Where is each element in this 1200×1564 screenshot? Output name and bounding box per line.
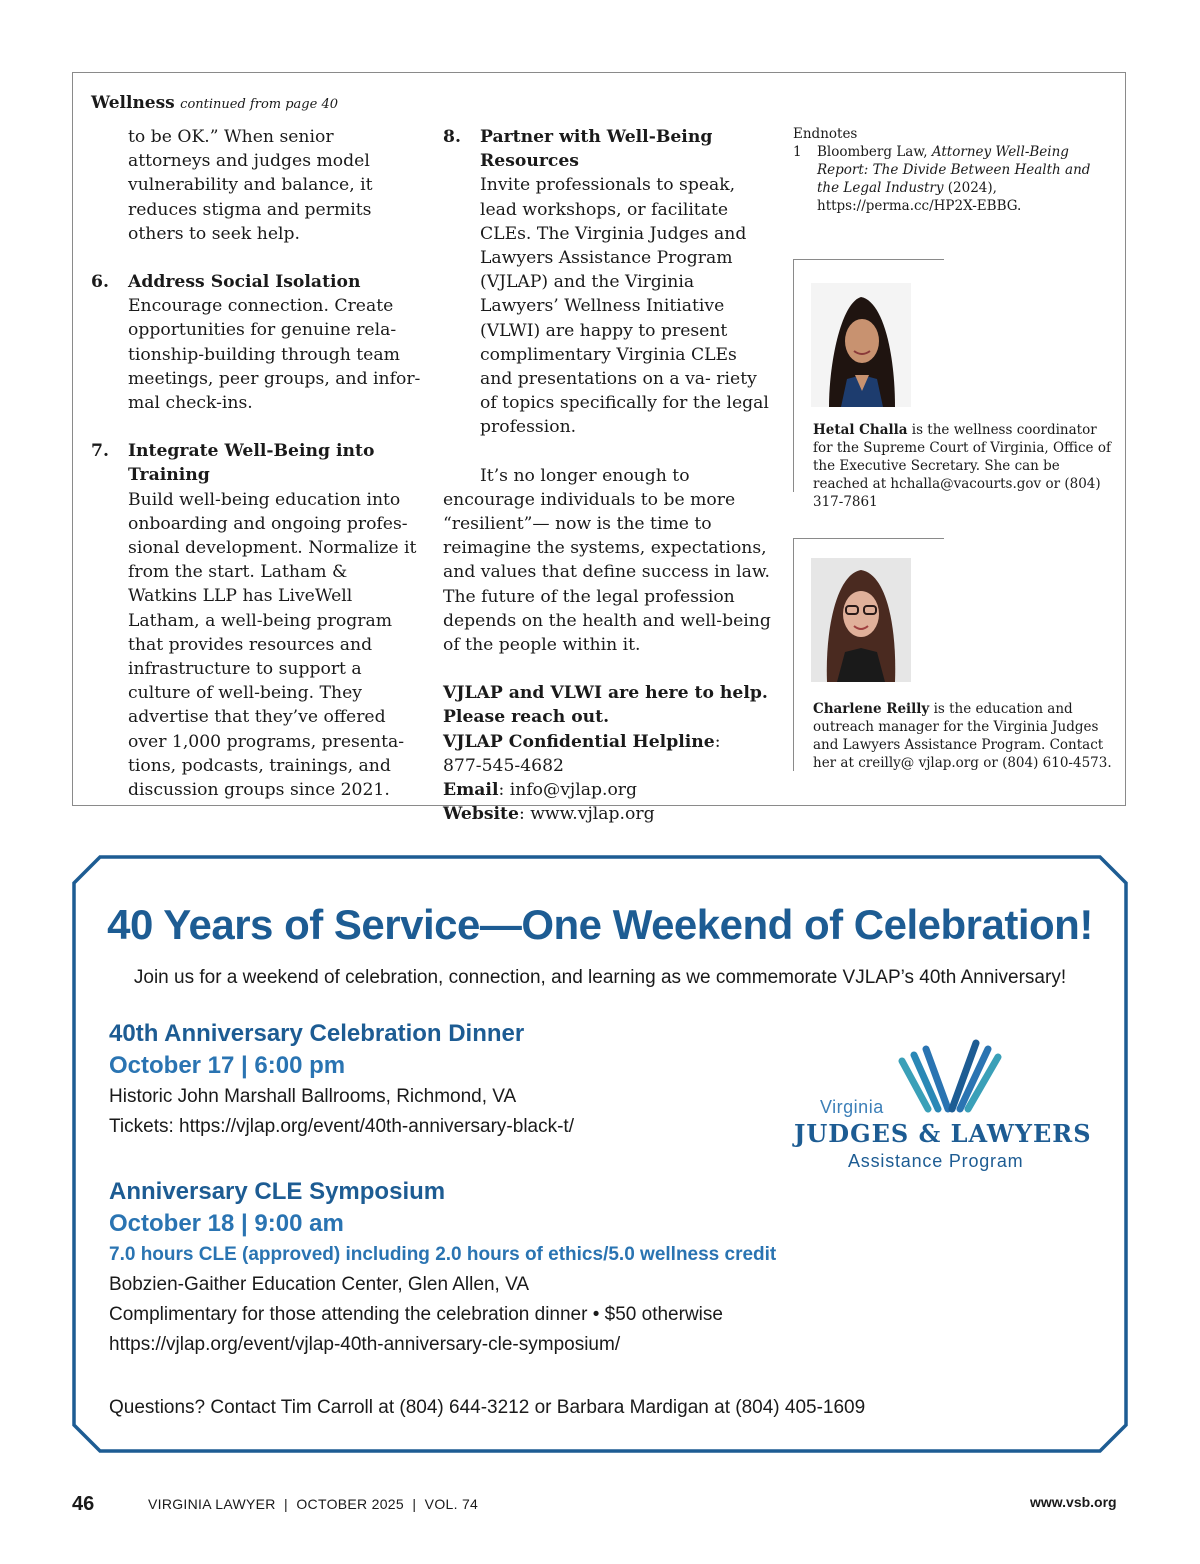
list-item-6 <box>91 270 421 415</box>
helpline: VJLAP Confidential Helpline: <box>443 731 721 752</box>
website-link[interactable]: www.vjlap.org <box>530 804 655 825</box>
item-number: 8. <box>443 127 461 147</box>
item-body: Invite professionals to speak, lead workshops, or facilitate CLEs. The Virginia Judges and Lawyers Assistance Program (VJLAP) and the Virginia Lawyers’ Wellness Initiative (VLWI) are happy to present complimentary Virginia CLEs and presentations on a va- riety of topics specifically for the legal profession. <box>480 175 769 438</box>
vjlap-logo <box>794 1035 1094 1175</box>
endnote-item <box>793 143 1113 215</box>
chevron-logo-icon <box>894 1035 1004 1113</box>
endnote-number: 1 <box>793 144 802 160</box>
logo-virginia: Virginia <box>820 1097 884 1117</box>
logo-judges-lawyers: JUDGES & LAWYERS <box>794 1119 1092 1148</box>
website-label: Website <box>443 804 519 825</box>
item-body: Encourage connection. Create opportunities for genuine rela- tionship-building through team meetings, peer groups, and infor- mal check-ins. <box>128 296 421 414</box>
help-line-2: Please reach out. <box>443 707 610 728</box>
email-label: Email <box>443 780 499 801</box>
continued-note: continued from page 40 <box>180 97 338 112</box>
intro-paragraph: to be OK.” When senior attorneys and judges model vulnerability and balance, it reduces stigma and permits others to seek help. <box>128 127 373 244</box>
item-title: Integrate Well-Being into Training <box>128 441 375 486</box>
column-1 <box>91 125 421 802</box>
item-number: 6. <box>91 272 109 293</box>
event-subtitle: Join us for a weekend of celebration, connection, and learning as we commemorate VJLAP’s 40th Anniversary! <box>133 967 1067 988</box>
endnotes <box>793 125 1113 215</box>
bio-hetal-challa <box>793 259 1113 510</box>
symposium-heading: Anniversary CLE Symposium <box>109 1178 446 1205</box>
questions-section <box>109 1393 865 1423</box>
portrait-photo <box>811 558 911 682</box>
email-line: Email: info@vjlap.org <box>443 780 638 801</box>
item-title: Partner with Well-Being Resources <box>480 127 713 172</box>
closing-paragraph: It’s no longer enough to encourage individuals to be more “resilient”— now is the time to reimagine the systems, expectations, and values that define success in law. The future of the legal profession depends on the health and well-being of the people within it. <box>443 465 771 656</box>
email-link[interactable]: info@vjlap.org <box>509 780 638 801</box>
item-title: Address Social Isolation <box>128 272 361 293</box>
endnotes-heading: Endnotes <box>793 126 858 142</box>
bio-charlene-reilly <box>793 538 1113 778</box>
bio-body: is the education and outreach manager for the Virginia Judges and Lawyers Assistance Program. Contact her at creilly@ vjlap.org or (804) 610-4573. <box>813 701 1112 771</box>
logo-program: Assistance Program <box>848 1151 1024 1171</box>
website-line: Website: www.vjlap.org <box>443 804 655 825</box>
article-box <box>72 72 1126 825</box>
item-number: 7. <box>91 441 109 462</box>
section-header <box>91 93 338 113</box>
help-line-1: VJLAP and VLWI are here to help. <box>443 683 768 704</box>
symposium-credit: 7.0 hours CLE (approved) including 2.0 hours of ethics/5.0 wellness credit <box>109 1244 777 1265</box>
helpline-number[interactable]: 877-545-4682 <box>443 755 564 776</box>
endnote-pre: Bloomberg Law, <box>817 144 932 160</box>
symposium-datetime: October 18 | 9:00 am <box>109 1210 344 1237</box>
questions-contact: Questions? Contact Tim Carroll at (804) 644-3212 or Barbara Mardigan at (804) 405-1609 <box>109 1397 866 1418</box>
bio-name: Charlene Reilly <box>813 701 930 717</box>
column-2 <box>443 125 773 826</box>
list-item-7 <box>91 439 421 802</box>
symposium-venue: Bobzien-Gaither Education Center, Glen Allen, VA <box>109 1274 530 1295</box>
bio-text <box>813 421 1113 511</box>
endnote-title: Attorney Well-Being Report: The Divide Between Health and the Legal Industry <box>817 144 1091 196</box>
page-number: 46 <box>72 1493 95 1515</box>
dinner-section <box>109 1018 574 1142</box>
dinner-datetime: October 17 | 6:00 pm <box>109 1052 346 1079</box>
event-announcement <box>72 855 1128 1453</box>
item-body: Build well-being education into onboarding and ongoing profes- sional development. Normalize it from the start. Latham & Watkins LLP has LiveWell Latham, a well-being program that provides resources and infrastructure to support a culture of well-being. They advertise that they’ve offered over 1,000 programs, presenta- tions, podcasts, trainings, and discussion groups since 2021. <box>128 489 417 801</box>
dinner-tickets-link[interactable]: Tickets: https://vjlap.org/event/40th-anniversary-black-t/ <box>109 1116 574 1137</box>
symposium-section <box>109 1176 776 1360</box>
footer-url[interactable]: www.vsb.org <box>1030 1494 1117 1510</box>
bio-name: Hetal Challa <box>813 422 908 438</box>
dinner-venue: Historic John Marshall Ballrooms, Richmond, VA <box>109 1086 517 1107</box>
list-item-8 <box>443 125 773 440</box>
helpline-label: VJLAP Confidential Helpline <box>443 731 715 752</box>
bio-text <box>813 700 1113 772</box>
endnote-post[interactable]: (2024), https://perma.cc/HP2X-EBBG. <box>817 180 1022 214</box>
symposium-link[interactable]: https://vjlap.org/event/vjlap-40th-anniversary-cle-symposium/ <box>109 1334 621 1355</box>
portrait-photo <box>811 283 911 407</box>
symposium-price: Complimentary for those attending the celebration dinner • $50 otherwise <box>109 1304 723 1325</box>
section-name: Wellness <box>91 93 175 113</box>
publication-line: VIRGINIA LAWYER | OCTOBER 2025 | VOL. 74 <box>148 1496 479 1512</box>
bio-body: is the wellness coordinator for the Supreme Court of Virginia, Office of the Executive Secretary. She can be reached at hchalla@vacourts.gov or (804) 317-7861 <box>813 422 1111 510</box>
event-title: 40 Years of Service—One Weekend of Celebration! <box>107 901 1093 948</box>
dinner-heading: 40th Anniversary Celebration Dinner <box>109 1020 525 1047</box>
